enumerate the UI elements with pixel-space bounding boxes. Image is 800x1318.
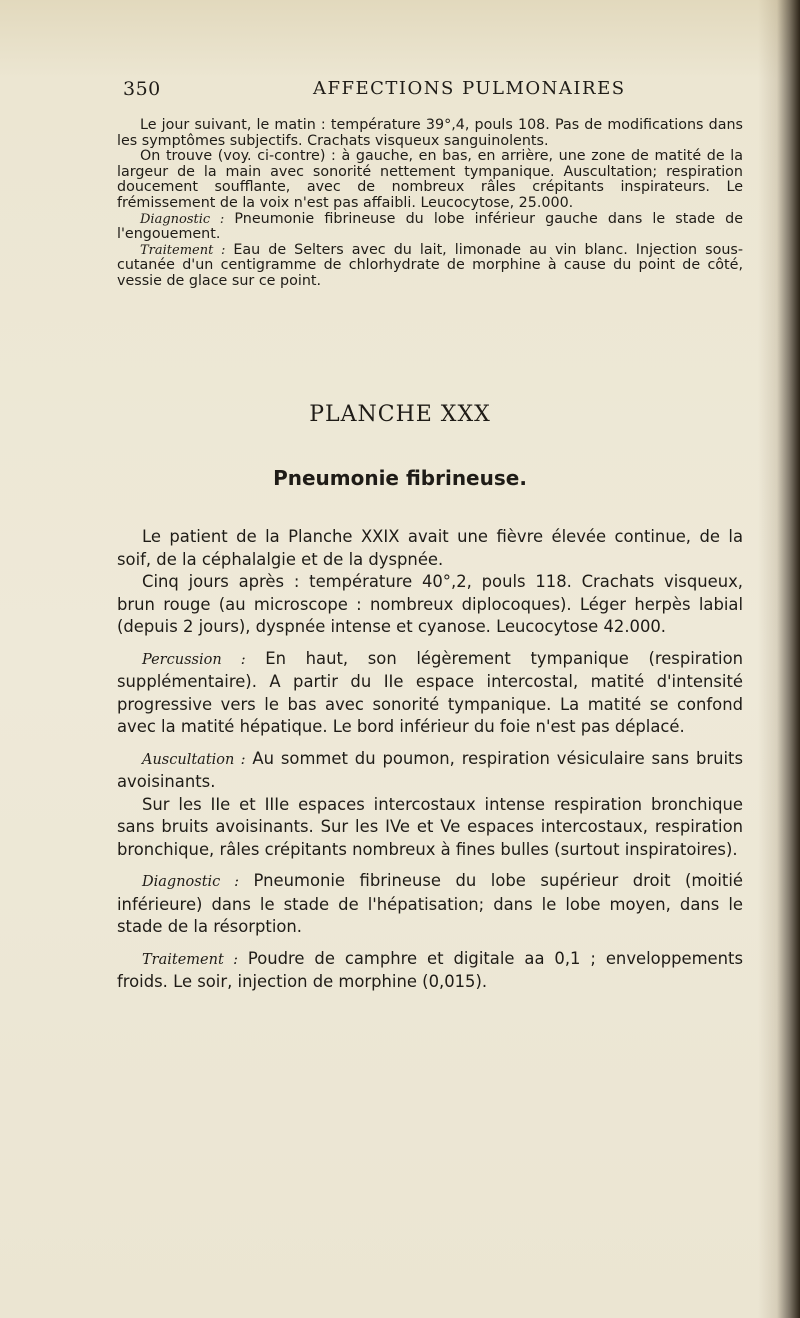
diagnostic-text-2: Pneumonie fibrineuse du lobe supérieur droit (moitié inférieure) dans le stade de l'hépatisation; dans le lobe moyen, dans le stade de la résorption. bbox=[117, 871, 743, 936]
percussion-label: Percussion : bbox=[142, 651, 246, 668]
running-head bbox=[123, 78, 743, 102]
diagnostic-text: Pneumonie fibrineuse du lobe inférieur gauche dans le stade de l'engouement. bbox=[117, 210, 743, 243]
auscultation-label: Auscultation : bbox=[142, 751, 246, 768]
treatment-label-2: Traitement : bbox=[142, 951, 238, 968]
page-number: 350 bbox=[123, 78, 161, 100]
treatment-label: Traitement : bbox=[140, 242, 226, 258]
plate-subtitle: Pneumonie fibrineuse. bbox=[273, 466, 527, 490]
paragraph-five-days: Cinq jours après : température 40°,2, pouls 118. Crachats visqueux, brun rouge (au microscope : nombreux diplocoques). Léger herpès labial (depuis 2 jours), dyspnée intense et cyanose. Leucocytose 42.000. bbox=[117, 572, 743, 636]
paragraph-patient: Le patient de la Planche XXIX avait une fièvre élevée continue, de la soif, de la céphalalgie et de la dyspnée. bbox=[117, 527, 743, 569]
paragraph-diagnostic bbox=[117, 212, 743, 243]
paragraph-treatment-2 bbox=[117, 948, 743, 994]
paragraph-findings: On trouve (voy. ci-contre) : à gauche, en bas, en arrière, une zone de matité de la largeur de la main avec sonorité nettement tympanique. Auscultation; respiration doucement soufflante, avec de nombreux râles crépitants inspirateurs. Le frémissement de la voix n'est pas affaibli. Leucocytose, 25.000. bbox=[117, 148, 743, 211]
paragraph-treatment bbox=[117, 243, 743, 290]
treatment-text: Eau de Selters avec du lait, limonade au vin blanc. Injection sous-cutanée d'un centigramme de chlorhydrate de morphine à cause du point de côté, vessie de glace sur ce point. bbox=[117, 241, 744, 289]
plate-case-section bbox=[117, 526, 743, 994]
diagnostic-label-2: Diagnostic : bbox=[142, 874, 240, 890]
paragraph-auscultation bbox=[117, 748, 743, 794]
plate-title: PLANCHE XXX bbox=[309, 402, 491, 427]
auscultation-text: Au sommet du poumon, respiration vésiculaire sans bruits avoisinants. bbox=[117, 748, 743, 791]
paragraph-next-day: Le jour suivant, le matin : température 39°,4, pouls 108. Pas de modifications dans les symptômes subjectifs. Crachats visqueux sanguinolents. bbox=[117, 117, 743, 149]
paragraph-percussion bbox=[117, 648, 743, 739]
percussion-text: En haut, son légèrement tympanique (respiration supplémentaire). A partir du IIe espace intercostal, matité d'intensité progressive vers le bas avec sonorité tympanique. La matité se confond avec la matité hépatique. Le bord inférieur du foie n'est pas déplacé. bbox=[117, 648, 743, 736]
running-title: AFFECTIONS PULMONAIRES bbox=[313, 78, 626, 99]
treatment-text-2: Poudre de camphre et digitale aa 0,1 ; enveloppements froids. Le soir, injection de morphine (0,015). bbox=[117, 948, 743, 991]
diagnostic-label: Diagnostic : bbox=[140, 211, 225, 227]
paragraph-diagnostic-2 bbox=[117, 870, 743, 939]
previous-case-section bbox=[117, 118, 743, 290]
page-spine-shadow bbox=[758, 0, 800, 1318]
paragraph-intercostal: Sur les IIe et IIIe espaces intercostaux intense respiration bronchique sans bruits avoisinants. Sur les IVe et Ve espaces intercostaux, respiration bronchique, râles crépitants nombreux à fines bulles (surtout inspiratoires). bbox=[117, 794, 743, 859]
